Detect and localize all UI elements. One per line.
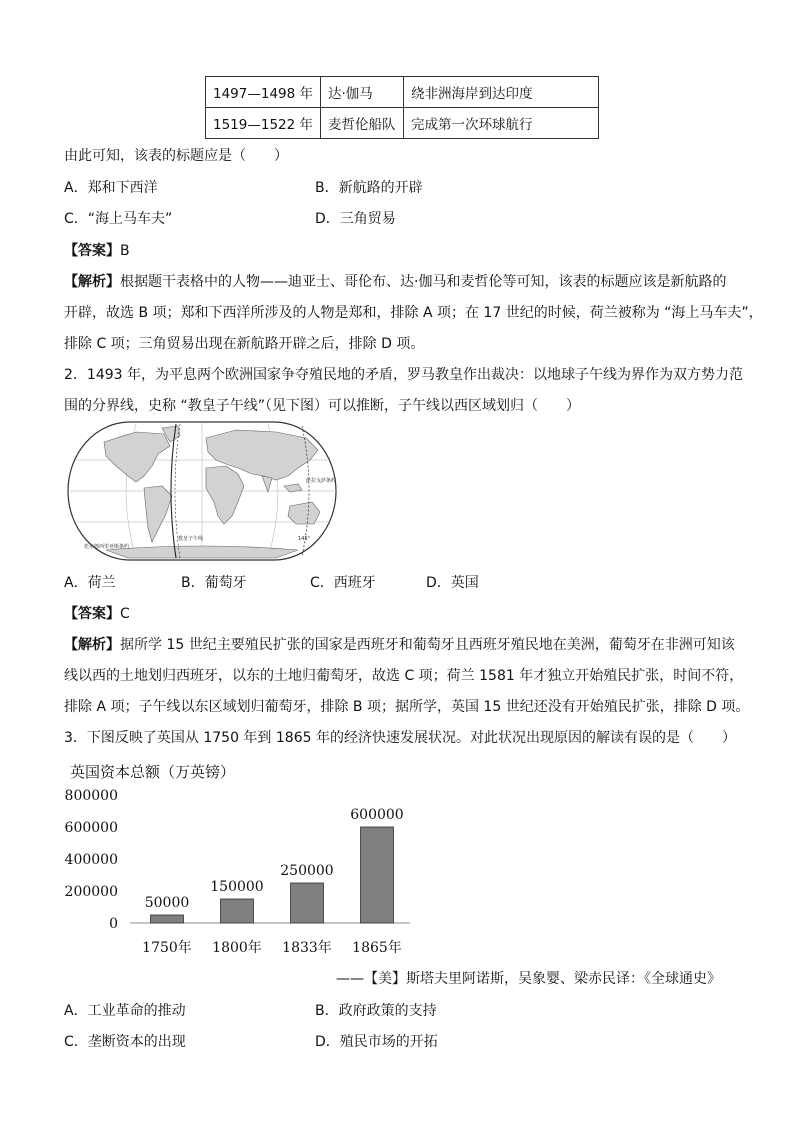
answer-value: C — [120, 606, 130, 622]
bars — [142, 807, 404, 956]
q1-analysis-line-3: 排除 C 项；三角贸易出现在新航路开辟之后，排除 D 项。 — [64, 336, 425, 352]
analysis-tag: 【解析】 — [64, 637, 120, 653]
y-tick-label: 0 — [109, 916, 118, 932]
map-label-tordesillas: 托尔德西里亚斯条约 — [84, 544, 130, 550]
y-tick-label: 400000 — [64, 852, 118, 868]
q3-option-c: C．垄断资本的出现 — [64, 1034, 186, 1050]
world-map — [66, 420, 338, 562]
bar-chart-svg — [60, 757, 420, 962]
q2-option-c: C．西班牙 — [310, 575, 376, 591]
y-tick-label: 800000 — [64, 788, 118, 804]
q3-option-d: D．殖民市场的开拓 — [315, 1034, 438, 1050]
bar — [291, 883, 324, 923]
x-tick-label: 1750年 — [142, 940, 192, 956]
q1-option-c: C．“海上马车夫” — [64, 211, 173, 227]
table-cell: 完成第一次环球航行 — [404, 108, 599, 139]
q1-answer — [64, 241, 130, 261]
capital-bar-chart — [60, 757, 420, 962]
q2-analysis-line-3: 排除 A 项；子午线以东区域划归葡萄牙，排除 B 项；据所学，英国 15 世纪还没有开始殖民扩张，排除 D 项。 — [64, 699, 750, 715]
bar-data-label: 600000 — [350, 807, 404, 823]
q2-answer — [64, 604, 130, 624]
q2-option-b: B．葡萄牙 — [181, 575, 247, 591]
map-label-papal-meridian: 教皇子午线 — [178, 536, 204, 542]
y-tick-label: 200000 — [64, 884, 118, 900]
table-cell: 麦哲伦船队 — [321, 108, 404, 139]
q1-analysis-line-1 — [64, 272, 726, 292]
analysis-text: 据所学 15 世纪主要殖民扩张的国家是西班牙和葡萄牙且西班牙殖民地在美洲，葡萄牙在非洲可知该 — [120, 637, 735, 653]
answer-value: B — [120, 243, 130, 259]
table-row — [206, 77, 599, 108]
q2-stem-line-1: 2．1493 年，为平息两个欧洲国家争夺殖民地的矛盾，罗马教皇作出裁决：以地球子午线为界作为双方势力范 — [64, 367, 743, 383]
q3-option-b: B．政府政策的支持 — [315, 1003, 437, 1019]
bar — [361, 827, 394, 923]
analysis-tag: 【解析】 — [64, 274, 120, 290]
analysis-text: 根据题干表格中的人物——迪亚士、哥伦布、达·伽马和麦哲伦等可知，该表的标题应该是新航路的 — [120, 274, 727, 290]
table-cell: 1519—1522 年 — [206, 108, 321, 139]
q2-stem-line-2: 围的分界线，史称 “教皇子午线”（见下图）可以推断，子午线以西区域划归（ ） — [64, 398, 580, 414]
q3-option-a: A．工业革命的推动 — [64, 1003, 186, 1019]
q1-analysis-line-2: 开辟，故选 B 项；郑和下西洋所涉及的人物是郑和，排除 A 项；在 17 世纪的时候，荷兰被称为 “海上马车夫”， — [64, 305, 763, 321]
chart-title: 英国资本总额（万英镑） — [70, 763, 236, 781]
y-tick-label: 600000 — [64, 820, 118, 836]
x-tick-label: 1833年 — [282, 940, 332, 956]
bar — [151, 915, 184, 923]
q2-analysis-line-2: 线以西的土地划归西班牙，以东的土地归葡萄牙，故选 C 项；荷兰 1581 年才独立开始殖民扩张，时间不符， — [64, 668, 744, 684]
voyage-table — [205, 76, 599, 139]
q2-option-a: A．荷兰 — [64, 575, 116, 591]
map-label-longitude: 145° — [298, 536, 311, 542]
map-label-zaragoza: 萨拉戈萨条约 — [306, 478, 337, 484]
x-tick-label: 1800年 — [212, 940, 262, 956]
x-tick-label: 1865年 — [352, 940, 402, 956]
table-cell: 1497—1498 年 — [206, 77, 321, 108]
table-cell: 绕非洲海岸到达印度 — [404, 77, 599, 108]
q2-option-d: D．英国 — [426, 575, 479, 591]
answer-tag: 【答案】 — [64, 606, 120, 622]
q3-stem: 3．下图反映了英国从 1750 年到 1865 年的经济快速发展状况。对此状况出现原因的解读有误的是（ ） — [64, 730, 736, 746]
table-cell: 达·伽马 — [321, 77, 404, 108]
q3-source-citation: ——【美】斯塔夫里阿诺斯，吴象婴、梁赤民译：《全球通史》 — [336, 971, 721, 987]
table-row — [206, 108, 599, 139]
bar — [221, 899, 254, 923]
q1-option-a: A．郑和下西洋 — [64, 180, 158, 196]
y-axis-ticks — [65, 788, 118, 932]
bar-data-label: 50000 — [144, 895, 190, 911]
antarctica — [106, 546, 298, 558]
q1-option-b: B．新航路的开辟 — [315, 180, 423, 196]
answer-tag: 【答案】 — [64, 243, 120, 259]
bar-data-label: 250000 — [280, 863, 334, 879]
q2-analysis-line-1 — [64, 635, 735, 655]
world-map-figure — [66, 420, 338, 562]
bar-data-label: 150000 — [210, 879, 264, 895]
q1-option-d: D．三角贸易 — [315, 211, 396, 227]
q1-stem: 由此可知，该表的标题应是（ ） — [64, 148, 288, 164]
